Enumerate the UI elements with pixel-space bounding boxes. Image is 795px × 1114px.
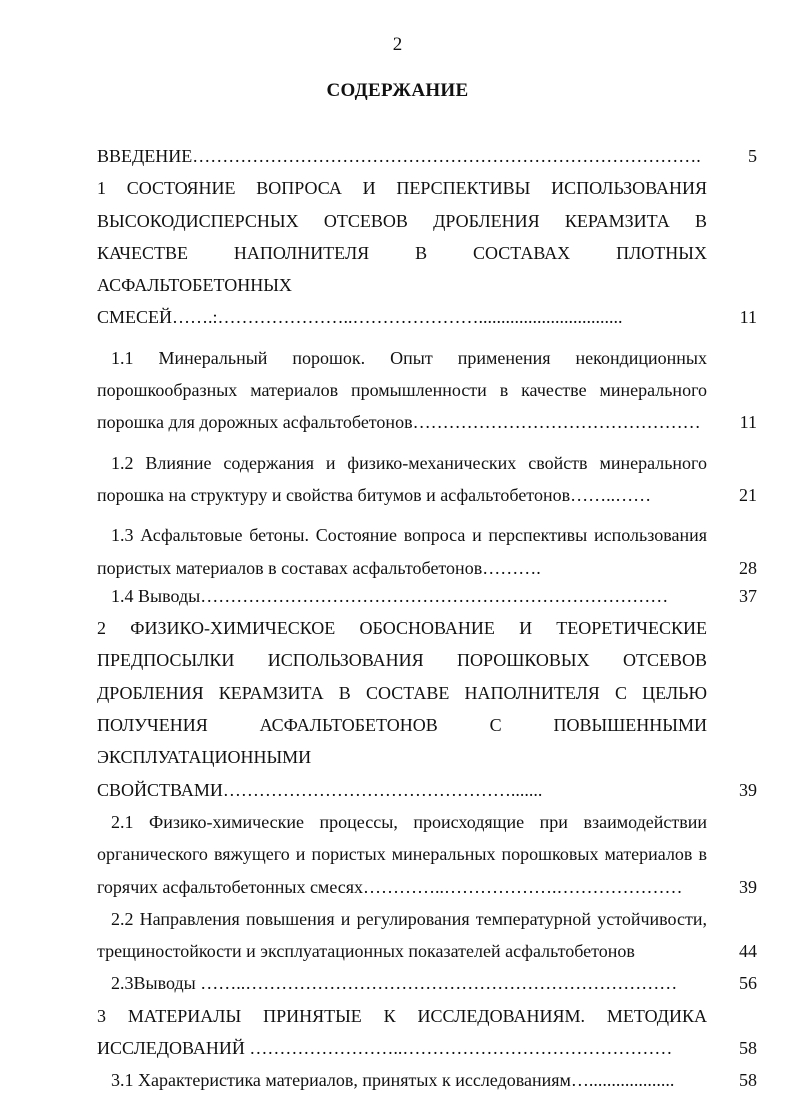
toc-entry-text: 2.3Выводы ……..……………………………………………………………… bbox=[111, 973, 678, 994]
toc-entry-page: 37 bbox=[739, 585, 757, 606]
table-of-contents bbox=[97, 140, 757, 1097]
page-title: СОДЕРЖАНИЕ bbox=[326, 80, 469, 101]
toc-entry-text: 3 МАТЕРИАЛЫ ПРИНЯТЫЕ К ИССЛЕДОВАНИЯМ. МЕТОДИКА ИССЛЕДОВАНИЙ ……………………..……………………………………… bbox=[97, 1005, 707, 1059]
toc-entry-section-3-1[interactable] bbox=[97, 1064, 757, 1096]
toc-entry-section-2-1[interactable] bbox=[97, 806, 757, 903]
toc-entry-section-1-1[interactable] bbox=[97, 342, 757, 439]
toc-entry-introduction[interactable] bbox=[97, 140, 757, 172]
toc-entry-page: 44 bbox=[739, 941, 757, 962]
toc-entry-page: 11 bbox=[739, 307, 757, 328]
toc-entry-chapter-3[interactable] bbox=[97, 1000, 757, 1065]
toc-entry-page: 21 bbox=[739, 484, 757, 505]
toc-entry-text: 2.2 Направления повышения и регулирования температурной устойчивости, трещиностойкости и эксплуатационных показателей асфальтобетонов bbox=[97, 908, 707, 962]
toc-entry-section-2-3[interactable] bbox=[97, 967, 757, 999]
toc-entry-text: 2 ФИЗИКО-ХИМИЧЕСКОЕ ОБОСНОВАНИЕ И ТЕОРЕТИЧЕСКИЕ ПРЕДПОСЫЛКИ ИСПОЛЬЗОВАНИЯ ПОРОШКОВЫХ ОТСЕВОВ ДРОБЛЕНИЯ КЕРАМЗИТА В СОСТАВЕ НАПОЛНИТЕЛЯ С ЦЕЛЬЮ ПОЛУЧЕНИЯ АСФАЛЬТОБЕТОНОВ С ПОВЫШЕННЫМИ ЭКСПЛУАТАЦИОННЫМИ СВОЙСТВАМИ…………………………………………....... bbox=[97, 618, 707, 800]
toc-entry-section-1-2[interactable] bbox=[97, 447, 757, 512]
toc-entry-page: 28 bbox=[739, 557, 757, 578]
toc-entry-text: 1 СОСТОЯНИЕ ВОПРОСА И ПЕРСПЕКТИВЫ ИСПОЛЬЗОВАНИЯ ВЫСОКОДИСПЕРСНЫХ ОТСЕВОВ ДРОБЛЕНИЯ КЕРАМЗИТА В КАЧЕСТВЕ НАПОЛНИТЕЛЯ В СОСТАВАХ ПЛОТНЫХ АСФАЛЬТОБЕТОННЫХ СМЕСЕЙ…….:…………………..…………………................................ bbox=[97, 178, 707, 328]
toc-entry-section-1-4[interactable] bbox=[97, 580, 757, 612]
toc-entry-text: ВВЕДЕНИЕ…………………………………………………………………………. bbox=[97, 146, 701, 166]
toc-entry-page: 58 bbox=[739, 1070, 757, 1091]
toc-entry-page: 5 bbox=[748, 146, 757, 166]
page-number: 2 bbox=[392, 34, 403, 55]
toc-entry-page: 11 bbox=[739, 412, 757, 433]
toc-entry-text: 1.3 Асфальтовые бетоны. Состояние вопроса и перспективы использования пористых материалов в составах асфальтобетонов………. bbox=[97, 525, 707, 578]
toc-entry-text: 2.1 Физико-химические процессы, происходящие при взаимодействии органического вяжущего и пористых минеральных порошковых материалов в горячих асфальтобетонных смесях…………..……………….………………… bbox=[97, 811, 707, 897]
toc-entry-section-1-3[interactable] bbox=[97, 519, 757, 584]
toc-entry-section-2-2[interactable] bbox=[97, 903, 757, 968]
toc-entry-text: 3.1 Характеристика материалов, принятых к исследованиям…................... bbox=[111, 1070, 675, 1091]
toc-entry-text: 1.4 Выводы…………………………………………………………………… bbox=[111, 585, 669, 606]
toc-entry-text: 1.2 Влияние содержания и физико-механических свойств минерального порошка на структуру и свойства битумов и асфальтобетонов……..…… bbox=[97, 452, 707, 505]
toc-entry-text: 1.1 Минеральный порошок. Опыт применения некондиционных порошкообразных материалов промышленности в качестве минерального порошка для дорожных асфальтобетонов………………………………………… bbox=[97, 347, 707, 433]
toc-entry-page: 39 bbox=[739, 779, 757, 800]
toc-entry-page: 39 bbox=[739, 876, 757, 897]
toc-entry-page: 56 bbox=[739, 973, 757, 994]
toc-entry-chapter-2[interactable] bbox=[97, 612, 757, 806]
toc-entry-chapter-1[interactable] bbox=[97, 172, 757, 333]
toc-entry-page: 58 bbox=[739, 1038, 757, 1059]
